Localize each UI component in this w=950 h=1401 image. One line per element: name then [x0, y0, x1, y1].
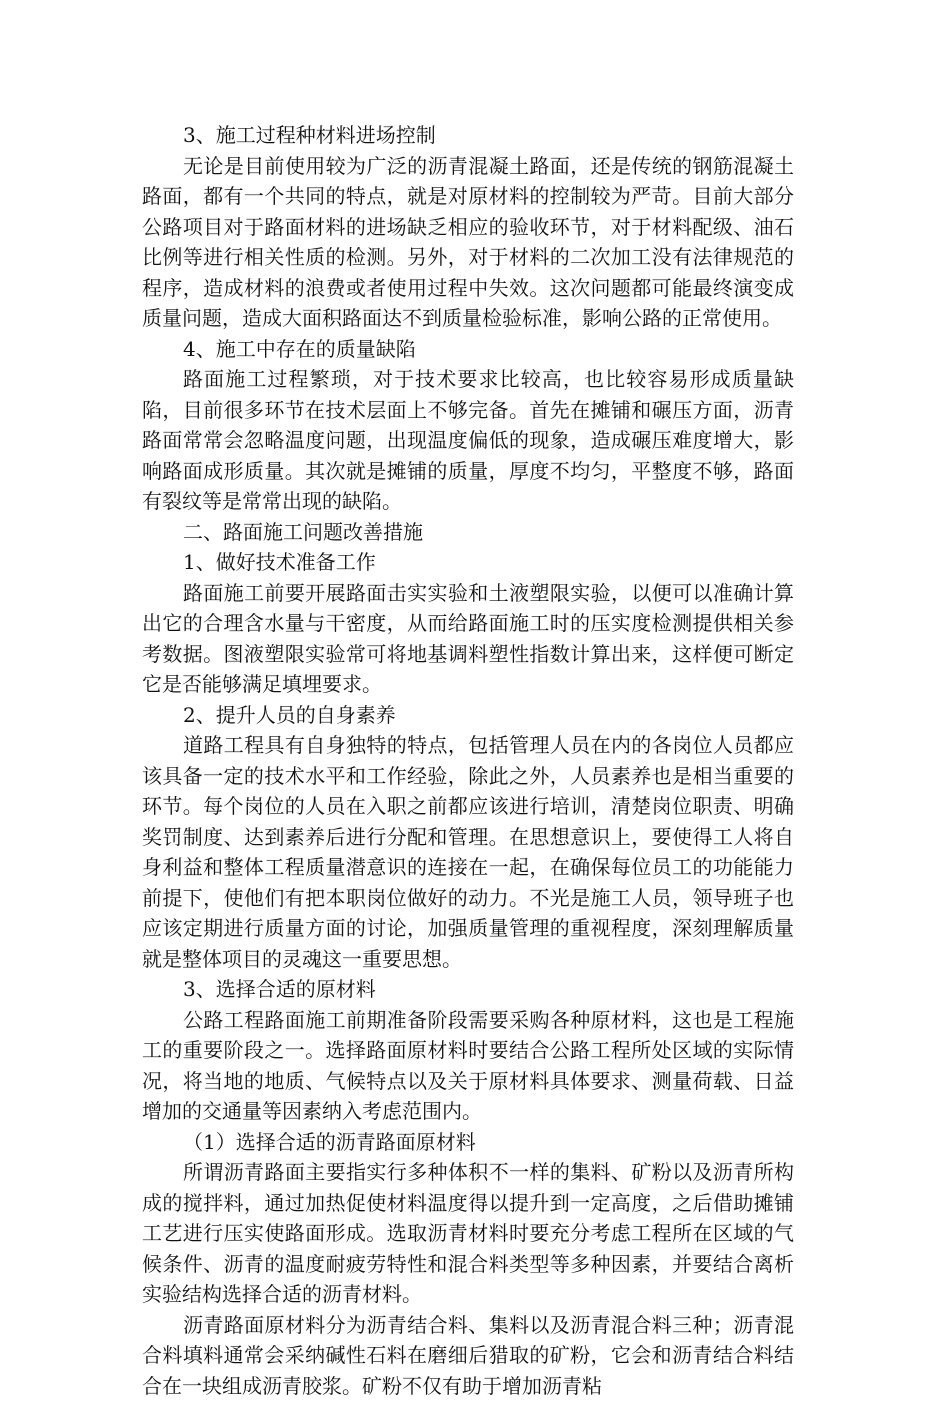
heading-quality-defects: 4、施工中存在的质量缺陷: [142, 334, 794, 365]
heading-asphalt-materials: （1）选择合适的沥青路面原材料: [142, 1127, 794, 1158]
heading-improvement-measures: 二、路面施工问题改善措施: [142, 517, 794, 548]
para-asphalt-composition: 沥青路面原材料分为沥青结合料、集料以及沥青混合料三种；沥青混合料填料通常会采纳碱性石料在磨细后猎取的矿粉，它会和沥青结合料结合在一块组成沥青胶浆。矿粉不仅有助于增加沥青粘: [142, 1310, 794, 1401]
para-personnel-quality: 道路工程具有自身独特的特点，包括管理人员在内的各岗位人员都应该具备一定的技术水平和工作经验，除此之外，人员素养也是相当重要的环节。每个岗位的人员在入职之前都应该进行培训，清楚岗位职责、明确奖罚制度、达到素养后进行分配和管理。在思想意识上，要使得工人将自身利益和整体工程质量潜意识的连接在一起，在确保每位员工的功能能力前提下，使他们有把本职岗位做好的动力。不光是施工人员，领导班子也应该定期进行质量方面的讨论，加强质量管理的重视程度，深刻理解质量就是整体项目的灵魂这一重要思想。: [142, 730, 794, 974]
document-page: [142, 120, 794, 1401]
para-asphalt-definition: 所谓沥青路面主要指实行多种体积不一样的集料、矿粉以及沥青所构成的搅拌料，通过加热促使材料温度得以提升到一定高度，之后借助摊铺工艺进行压实使路面形成。选取沥青材料时要充分考虑工程所在区域的气候条件、沥青的温度耐疲劳特性和混合料类型等多种因素，并要结合离析实验结构选择合适的沥青材料。: [142, 1157, 794, 1310]
heading-material-entry-control: 3、施工过程种材料进场控制: [142, 120, 794, 151]
para-material-entry-control: 无论是目前使用较为广泛的沥青混凝土路面，还是传统的钢筋混凝土路面，都有一个共同的特点，就是对原材料的控制较为严苛。目前大部分公路项目对于路面材料的进场缺乏相应的验收环节，对于材料配级、油石比例等进行相关性质的检测。另外，对于材料的二次加工没有法律规范的程序，造成材料的浪费或者使用过程中失效。这次问题都可能最终演变成质量问题，造成大面积路面达不到质量检验标准，影响公路的正常使用。: [142, 151, 794, 334]
heading-personnel-quality: 2、提升人员的自身素养: [142, 700, 794, 731]
para-quality-defects: 路面施工过程繁琐，对于技术要求比较高，也比较容易形成质量缺陷，目前很多环节在技术层面上不够完备。首先在摊铺和碾压方面，沥青路面常常会忽略温度问题，出现温度偏低的现象，造成碾压难度增大，影响路面成形质量。其次就是摊铺的质量，厚度不均匀，平整度不够，路面有裂纹等是常常出现的缺陷。: [142, 364, 794, 517]
heading-technical-preparation: 1、做好技术准备工作: [142, 547, 794, 578]
heading-raw-materials: 3、选择合适的原材料: [142, 974, 794, 1005]
para-raw-materials: 公路工程路面施工前期准备阶段需要采购各种原材料，这也是工程施工的重要阶段之一。选择路面原材料时要结合公路工程所处区域的实际情况，将当地的地质、气候特点以及关于原材料具体要求、测量荷载、日益增加的交通量等因素纳入考虑范围内。: [142, 1005, 794, 1127]
para-technical-preparation: 路面施工前要开展路面击实实验和土液塑限实验，以便可以准确计算出它的合理含水量与干密度，从而给路面施工时的压实度检测提供相关参考数据。图液塑限实验常可将地基调料塑性指数计算出来，这样便可断定它是否能够满足填埋要求。: [142, 578, 794, 700]
